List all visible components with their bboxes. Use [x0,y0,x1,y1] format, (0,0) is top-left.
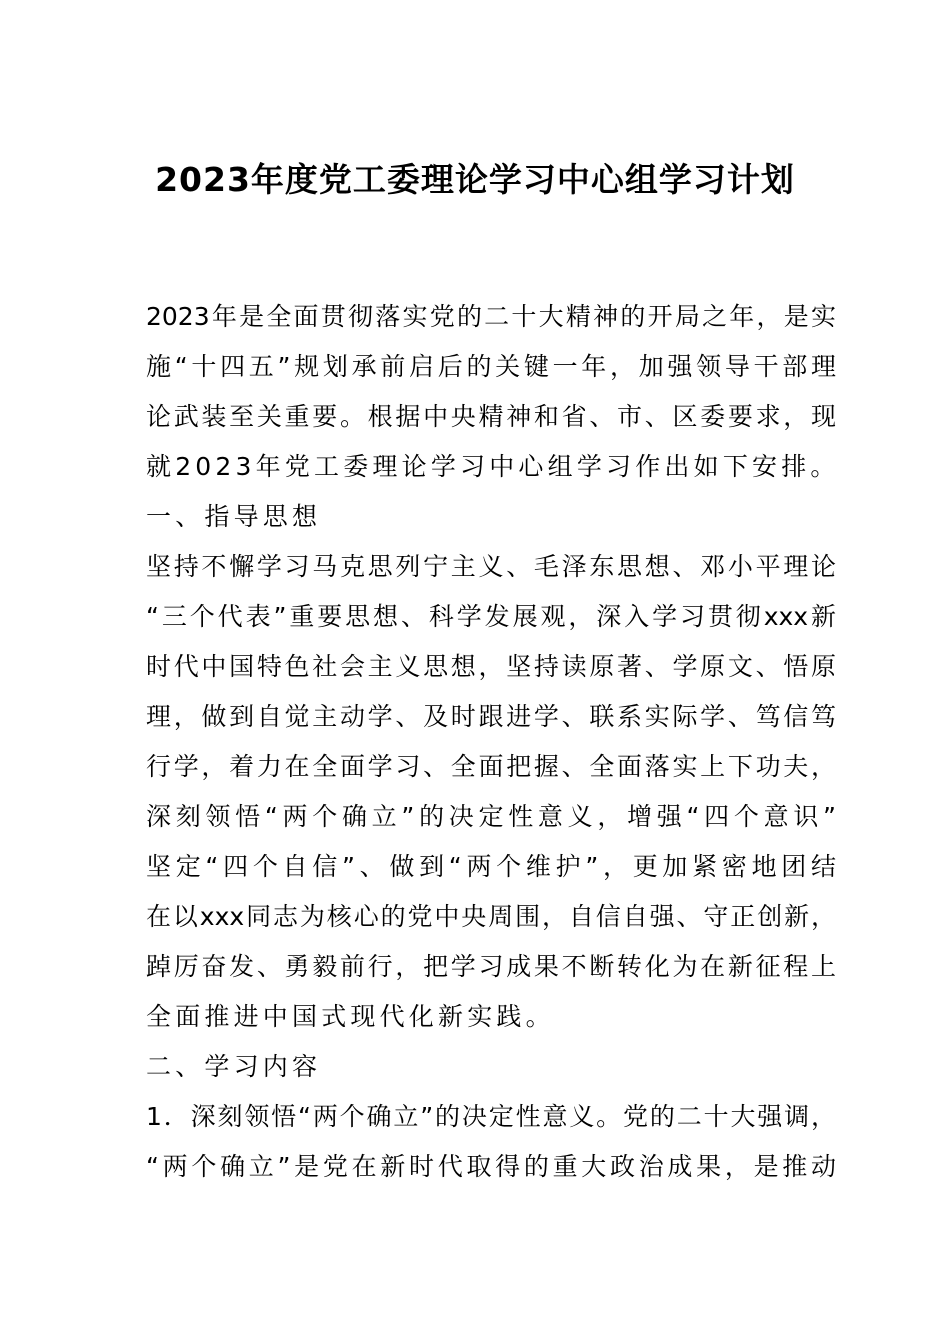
body-line: 时代中国特色社会主义思想，坚持读原著、学原文、悟原 [146,652,836,681]
body-line: 全面推进中国式现代化新实践。 [146,1002,555,1031]
body-line: 踔厉奋发、勇毅前行，把学习成果不断转化为在新征程上 [146,952,836,981]
body-line: 理，做到自觉主动学、及时跟进学、联系实际学、笃信笃 [146,702,836,731]
body-line: 在以xxx同志为核心的党中央周围，自信自强、守正创新， [146,902,836,931]
body-line: “三个代表”重要思想、科学发展观，深入学习贯彻xxx新 [146,602,836,631]
body-line: 坚持不懈学习马克思列宁主义、毛泽东思想、邓小平理论 [146,552,836,581]
body-line: 1．深刻领悟“两个确立”的决定性意义。党的二十大强调， [146,1102,836,1131]
section-heading: 一、指导思想 [146,502,322,531]
section-heading: 二、学习内容 [146,1052,322,1081]
body-line: “两个确立”是党在新时代取得的重大政治成果，是推动 [146,1152,836,1181]
body-line: 2023年是全面贯彻落实党的二十大精神的开局之年，是实 [146,302,836,331]
body-line: 坚定“四个自信”、做到“两个维护”，更加紧密地团结 [146,852,836,881]
body-line: 就2023年党工委理论学习中心组学习作出如下安排。 [146,452,840,481]
document-body [146,292,840,1192]
document-title: 2023年度党工委理论学习中心组学习计划 [155,160,795,199]
body-line: 施“十四五”规划承前启后的关键一年，加强领导干部理 [146,352,836,381]
body-line: 论武装至关重要。根据中央精神和省、市、区委要求，现 [146,402,836,431]
body-line: 深刻领悟“两个确立”的决定性意义，增强“四个意识” [146,802,836,831]
body-line: 行学，着力在全面学习、全面把握、全面落实上下功夫， [146,752,836,781]
